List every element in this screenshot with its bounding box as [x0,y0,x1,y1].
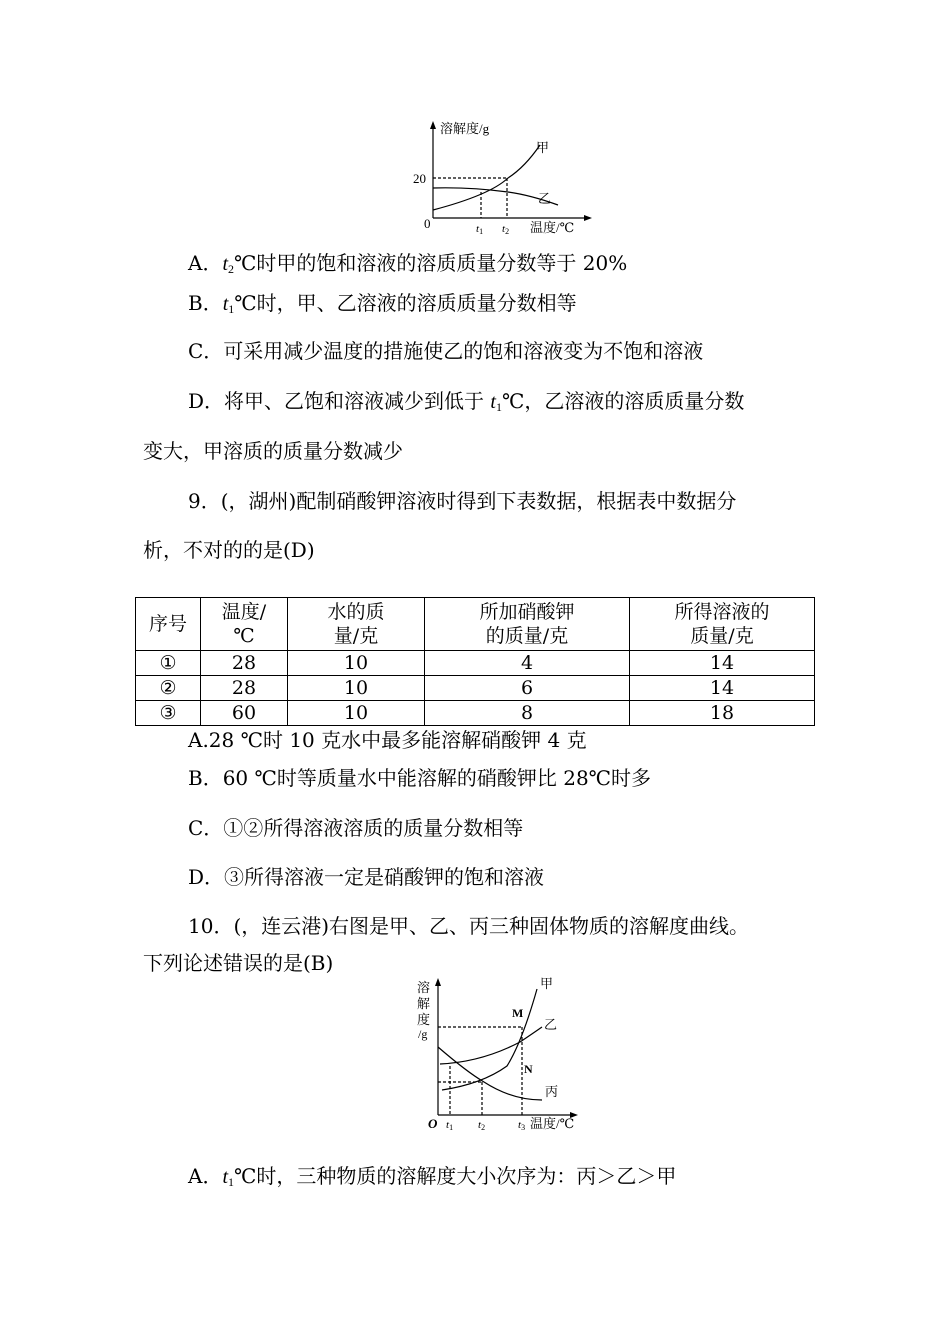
figure2-ylabel-4: /g [418,1027,428,1041]
table-cell: 14 [630,651,815,676]
figure2-ylabel-3: 度 [417,1012,431,1027]
table-cell: 4 [425,651,630,676]
table-cell: 6 [425,676,630,701]
header-water-mass: 水的质 量/克 [288,598,425,651]
table-cell: 10 [288,701,425,726]
header-solution-mass: 所得溶液的 质量/克 [630,598,815,651]
q10-stem-line1: 10．(，连云港)右图是甲、乙、丙三种固体物质的溶解度曲线。 [188,914,750,938]
table-cell: 14 [630,676,815,701]
table-cell: ③ [136,701,201,726]
q10-option-a: A．$t_1℃$时，三种物质的溶解度大小次序为：丙＞乙＞甲 [188,1164,677,1189]
figure2-t1: t1 [446,1119,454,1132]
figure2-ylabel-2: 解 [417,996,431,1011]
table-cell: 18 [630,701,815,726]
header-index: 序号 [136,598,201,651]
q9-option-c: C．①②所得溶液溶质的质量分数相等 [188,816,524,840]
table-row [136,701,815,726]
q9-option-d: D．③所得溶液一定是硝酸钾的饱和溶液 [188,865,545,889]
figure1-ylabel: 溶解度/g [440,121,490,136]
q10-stem-line2: 下列论述错误的是(B) [143,951,334,975]
q8-option-b: B．$t_1℃$时，甲、乙溶液的溶质质量分数相等 [188,291,577,316]
figure1-t1: t1 [476,223,484,236]
q8-option-d: D．将甲、乙饱和溶液减少到低于 $t_1℃$，乙溶液的溶质质量分数 [188,389,745,414]
figure1-xlabel: 温度/℃ [530,220,575,235]
table-cell: 8 [425,701,630,726]
q9-option-a: A.28 ℃时 10 克水中最多能溶解硝酸钾 4 克 [188,728,587,752]
figure1-curve-jia-label: 甲 [536,140,550,155]
q9-stem-line2: 析，不对的的是(D) [143,538,315,562]
q9-data-table [135,597,815,726]
solubility-figure-1 [410,115,600,240]
figure2-xlabel: 温度/℃ [530,1116,575,1131]
figure1-origin: 0 [424,216,431,231]
figure2-curve-jia-label: 甲 [540,976,554,991]
figure1-curve-yi-label: 乙 [538,191,552,206]
figure2-origin: O [428,1116,438,1131]
q9-option-b: B．60 ℃时等质量水中能溶解的硝酸钾比 28℃时多 [188,766,652,790]
header-kno3-mass: 所加硝酸钾 的质量/克 [425,598,630,651]
figure2-curve-bing-label: 丙 [545,1084,559,1099]
table-cell: 28 [201,676,288,701]
table-row [136,676,815,701]
solubility-figure-2 [412,972,587,1137]
figure2-t3: t3 [518,1119,526,1132]
table-cell: ① [136,651,201,676]
figure2-ylabel-1: 溶 [417,980,431,995]
figure2-point-n: N [524,1062,533,1076]
table-cell: 10 [288,651,425,676]
table-header-row [136,598,815,651]
table-cell: ② [136,676,201,701]
figure1-tick-20: 20 [413,171,426,186]
q9-stem-line1: 9．(，湖州)配制硝酸钾溶液时得到下表数据，根据表中数据分 [188,489,737,513]
q8-option-c: C．可采用减少温度的措施使乙的饱和溶液变为不饱和溶液 [188,339,704,363]
figure2-curve-yi-label: 乙 [544,1017,558,1032]
q8-option-a: A．$t_2℃$时甲的饱和溶液的溶质质量分数等于 20% [188,251,628,276]
table-row [136,651,815,676]
curve-yi [440,1027,542,1064]
q8-option-d-continued: 变大，甲溶质的质量分数减少 [143,439,403,463]
table-cell: 10 [288,676,425,701]
figure1-t2: t2 [502,223,510,236]
figure2-t2: t2 [478,1119,486,1132]
table-cell: 60 [201,701,288,726]
header-temperature: 温度/ ℃ [201,598,288,651]
table-cell: 28 [201,651,288,676]
figure2-point-m: M [512,1006,524,1020]
